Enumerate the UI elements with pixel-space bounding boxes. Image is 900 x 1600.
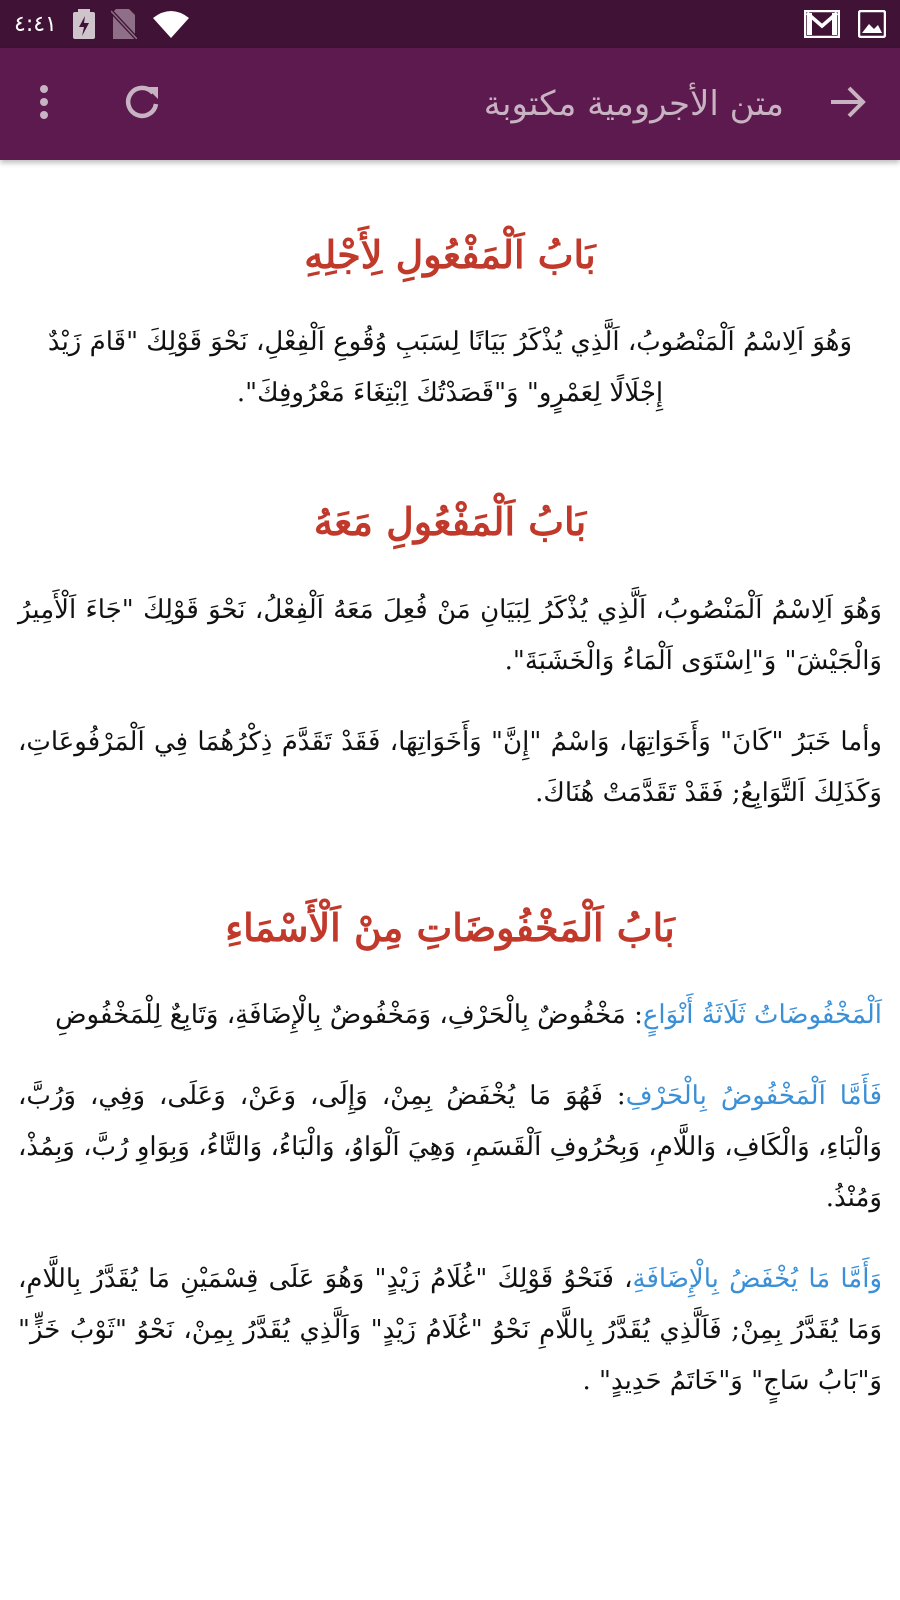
sim-card-off-icon [111, 9, 137, 39]
paragraph-text: : فَهُوَ مَا يُخْفَضُ بِمِنْ، وَإِلَى، وَعَنْ، وَعَلَى، وَفِي، وَرُبَّ، وَالْبَاءِ، وَالْكَافِ، وَاللَّامِ، وَبِحُرُوفِ اَلْقَسَمِ، وَهِيَ اَلْوَاوُ، وَالْبَاءُ، وَالتَّاءُ، وَبِوَاوِ رُبَّ، وَبِمُذْ، وَمُنْذُ. [18, 1081, 882, 1214]
section-paragraph [18, 1071, 882, 1224]
more-vert-icon [38, 84, 50, 124]
section-paragraph: وَهُوَ اَلِاسْمُ اَلْمَنْصُوبُ، اَلَّذِي يُذْكَرُ بَيَانًا لِسَبَبِ وُقُوعِ اَلْفِعْلِ، نَحْوَ قَوْلِكَ "قَامَ زَيْدٌ إِجْلَالًا لِعَمْرٍو" وَ"قَصَدْتُكَ اِبْتِغَاءَ مَعْرُوفِكَ". [47, 327, 853, 409]
status-bar-right [804, 10, 886, 38]
paragraph-text: : مَخْفُوضٌ بِالْحَرْفِ، وَمَخْفُوضٌ بِالْإِضَافَةِ، وَتَابِعٌ لِلْمَخْفُوضِ [55, 1000, 643, 1031]
section-title: بَابُ اَلْمَفْعُولِ لِأَجْلِهِ [304, 232, 596, 277]
app-bar [0, 48, 900, 160]
section-paragraph [18, 990, 882, 1041]
refresh-icon [122, 82, 162, 126]
back-button[interactable] [818, 74, 878, 134]
gmail-icon [804, 10, 840, 38]
status-time: ٤:٤١ [14, 11, 57, 37]
image-icon [858, 10, 886, 38]
status-bar-left [14, 9, 189, 39]
highlighted-term: اَلْمَخْفُوضَاتُ ثَلَاثَةُ أَنْوَاعٍ [642, 1000, 882, 1031]
back-arrow-icon [829, 86, 867, 122]
section-paragraph [18, 1254, 882, 1407]
article-content[interactable] [0, 160, 900, 1600]
wifi-icon [153, 10, 189, 38]
status-bar [0, 0, 900, 48]
section-paragraph: وأما خَبَرُ "كَانَ" وَأَخَوَاتِهَا، وَاسْمُ "إِنَّ" وَأَخَوَاتِهَا، فَقَدْ تَقَدَّمَ ذِكْرُهُمَا فِي اَلْمَرْفُوعَاتِ، وَكَذَلِكَ اَلتَّوَابِعُ; فَقَدْ تَقَدَّمَتْ هُنَاكَ. [18, 726, 882, 808]
highlighted-term: وَأَمَّا مَا يُخْفَضُ بِالْإِضَافَةِ [632, 1264, 883, 1295]
section-title: بَابُ اَلْمَخْفُوضَاتِ مِنْ اَلْأَسْمَاءِ [225, 904, 675, 950]
refresh-button[interactable] [112, 74, 172, 134]
app-bar-title: متن الأجرومية مكتوبة [483, 84, 784, 124]
battery-icon [73, 9, 95, 39]
highlighted-term: فَأَمَّا اَلْمَخْفُوضُ بِالْحَرْفِ [625, 1081, 882, 1112]
more-options-button[interactable] [14, 74, 74, 134]
section-title: بَابُ اَلْمَفْعُولِ مَعَهُ [313, 499, 587, 545]
section-paragraph: وَهُوَ اَلِاسْمُ اَلْمَنْصُوبُ، اَلَّذِي يُذْكَرُ لِبَيَانِ مَنْ فُعِلَ مَعَهُ اَلْفِعْلُ، نَحْوَ قَوْلِكَ "جَاءَ اَلْأَمِيرُ وَالْجَيْشَ" وَ"اِسْتَوَى اَلْمَاءُ وَالْخَشَبَةَ". [18, 594, 882, 676]
paragraph-text: ، فَنَحْوُ قَوْلِكَ "غُلَامُ زَيْدٍ" وَهُوَ عَلَى قِسْمَيْنِ مَا يُقَدَّرُ بِاللَّامِ، وَمَا يُقَدَّرُ بِمِنْ; فَاَلَّذِي يُقَدَّرُ بِاللَّامِ نَحْوُ "غُلَامُ زَيْدٍ" وَاَلَّذِي يُقَدَّرُ بِمِنْ، نَحْوُ "ثَوْبُ خَزٍّ" وَ"بَابُ سَاجٍ" وَ"خَاتَمُ حَدِيدٍ" . [18, 1264, 882, 1397]
